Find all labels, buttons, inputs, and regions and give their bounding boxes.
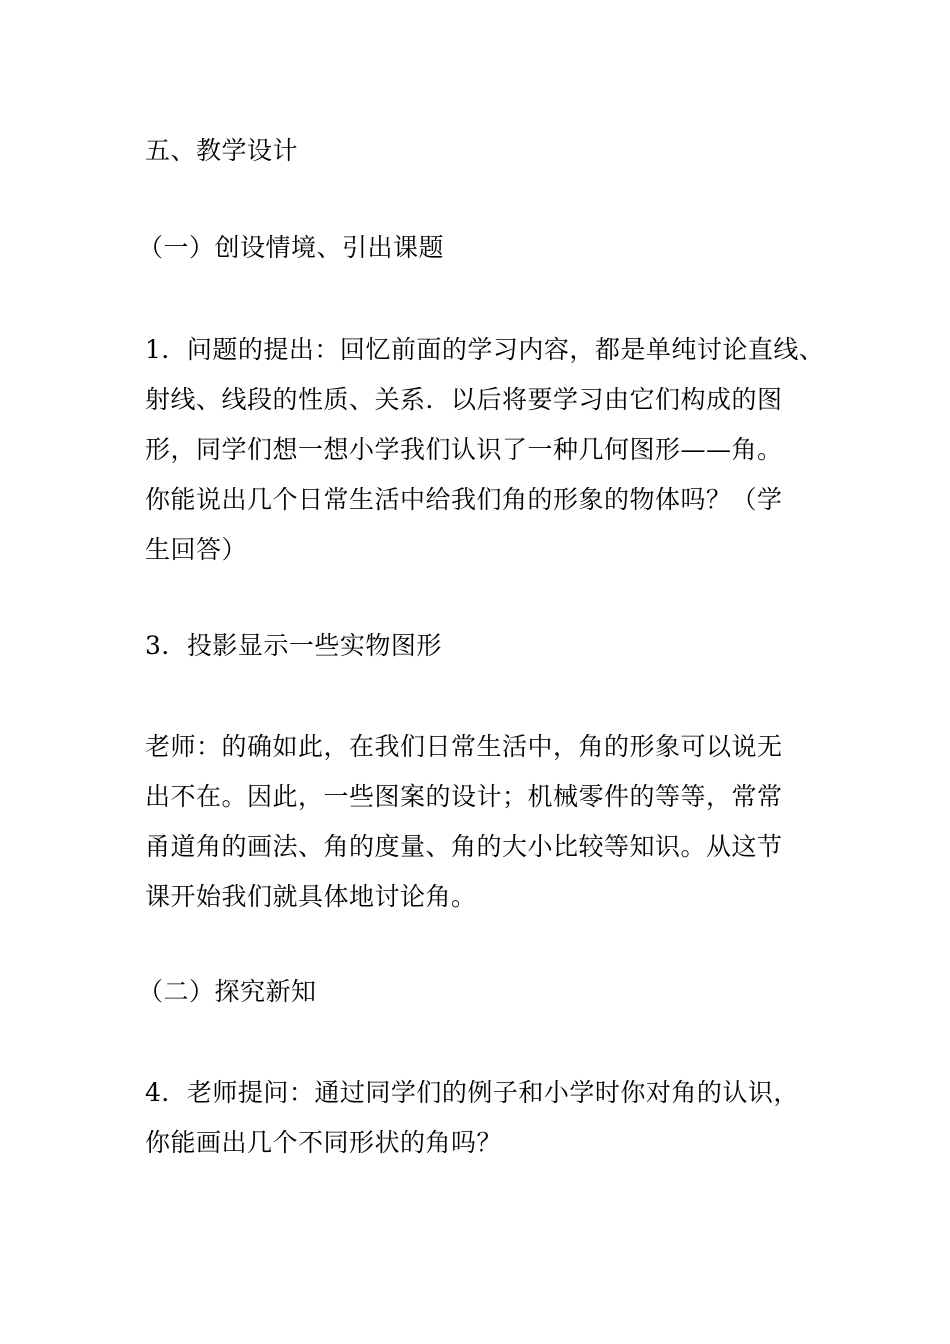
- paragraph-item-3: [145, 621, 845, 671]
- paragraph-item-1: [145, 325, 845, 575]
- subsection-heading-2: [138, 967, 838, 1017]
- paragraph-line: 课开始我们就具体地讨论角。: [145, 882, 477, 911]
- paragraph-line: 形，同学们想一想小学我们认识了一种几何图形——角。: [145, 435, 783, 464]
- paragraph-teacher-remark: [145, 722, 845, 922]
- paragraph-line: 射线、线段的性质、关系．以后将要学习由它们构成的图: [145, 385, 783, 414]
- paragraph-line: 甬道角的画法、角的度量、角的大小比较等知识。从这节: [145, 832, 783, 861]
- paragraph-line: 4．老师提问：通过同学们的例子和小学时你对角的认识，: [145, 1078, 799, 1107]
- section-title-text: 五、教学设计: [145, 136, 299, 165]
- paragraph-line: 出不在。因此，一些图案的设计；机械零件的等等，常常: [145, 782, 783, 811]
- subsection-heading-2-text: （二）探究新知: [138, 977, 317, 1006]
- paragraph-line: 生回答）: [145, 535, 248, 564]
- subsection-heading-1: [138, 223, 838, 273]
- paragraph-line: 1．问题的提出：回忆前面的学习内容，都是单纯讨论直线、: [145, 335, 825, 364]
- paragraph-line: 你能画出几个不同形状的角吗？: [145, 1128, 503, 1157]
- paragraph-line: 3．投影显示一些实物图形: [145, 631, 442, 660]
- paragraph-line: 老师：的确如此，在我们日常生活中，角的形象可以说无: [145, 732, 783, 761]
- paragraph-item-4: [145, 1068, 845, 1168]
- paragraph-line: 你能说出几个日常生活中给我们角的形象的物体吗？（学: [145, 485, 783, 514]
- section-title: [145, 126, 845, 176]
- subsection-heading-1-text: （一）创设情境、引出课题: [138, 233, 445, 262]
